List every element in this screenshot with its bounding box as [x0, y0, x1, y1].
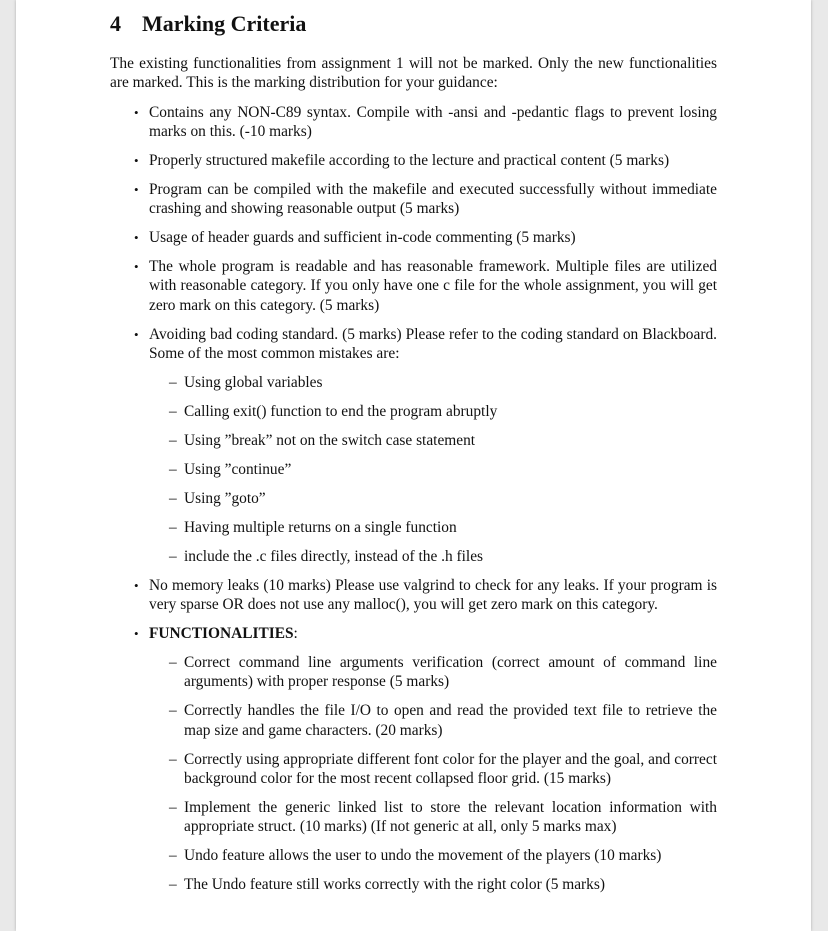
criterion-item — [110, 257, 717, 315]
sub-item — [149, 653, 717, 692]
sub-item — [149, 518, 717, 537]
sub-item — [149, 402, 717, 421]
criterion-text: Contains any NON-C89 syntax. Compile with -ansi and -pedantic flags to prevent losing marks on this. (-10 marks) — [149, 103, 717, 140]
sub-item-text: Implement the generic linked list to store the relevant location information with appropriate struct. (10 marks) (If not generic at all, only 5 marks max) — [184, 798, 717, 836]
sub-item-text: Using ”goto” — [184, 489, 266, 507]
section-title: Marking Criteria — [142, 11, 307, 36]
dash-icon: – — [169, 373, 177, 391]
sub-item — [149, 460, 717, 479]
bullet-icon: • — [134, 626, 139, 642]
bullet-icon: • — [134, 230, 139, 246]
sub-item — [149, 798, 717, 837]
bullet-icon: • — [134, 326, 139, 342]
dash-icon: – — [169, 876, 177, 894]
sub-item-text: include the .c files directly, instead of the .h files — [184, 547, 484, 565]
criterion-item — [110, 103, 717, 142]
document-page — [16, 0, 811, 931]
dash-icon: – — [169, 798, 177, 816]
sub-item-text: Correctly using appropriate different font color for the player and the goal, and correct background color for the most recent collapsed floor grid. (15 marks) — [184, 750, 717, 787]
dash-icon: – — [169, 702, 177, 720]
dash-icon: – — [169, 750, 177, 768]
criterion-text: Usage of header guards and sufficient in-code commenting (5 marks) — [149, 229, 576, 247]
dash-icon: – — [169, 431, 177, 449]
dash-icon: – — [169, 547, 177, 565]
sub-item — [149, 431, 717, 450]
bullet-icon: • — [134, 152, 139, 168]
bullet-icon: • — [134, 577, 139, 593]
criterion-item — [110, 151, 717, 170]
functionalities-label: FUNCTIONALITIES — [149, 625, 294, 643]
bullet-icon: • — [134, 104, 139, 120]
criterion-text: Properly structured makefile according to the lecture and practical content (5 marks) — [149, 151, 670, 169]
dash-icon: – — [169, 654, 177, 672]
bullet-icon: • — [134, 181, 139, 197]
bullet-icon: • — [134, 259, 139, 275]
sub-item-text: Having multiple returns on a single function — [184, 518, 457, 536]
dash-icon: – — [169, 489, 177, 507]
sub-item-text: Using ”continue” — [184, 460, 292, 478]
criterion-text: No memory leaks (10 marks) Please use valgrind to check for any leaks. If your program is very sparse OR does not use any malloc(), you will get zero mark on this category. — [149, 576, 717, 614]
sub-item-text: Calling exit() function to end the program abruptly — [184, 402, 498, 420]
criteria-list — [110, 103, 717, 895]
criterion-item — [110, 180, 717, 219]
intro-paragraph: The existing functionalities from assignment 1 will not be marked. Only the new functionalities are marked. This is the marking distribution for your guidance: — [110, 55, 717, 92]
sub-item — [149, 373, 717, 392]
criterion-item — [110, 228, 717, 247]
sub-item-text: Using ”break” not on the switch case statement — [184, 431, 476, 449]
dash-icon: – — [169, 847, 177, 865]
sub-item — [149, 750, 717, 789]
section-heading — [110, 10, 717, 38]
sub-item-text: Correct command line arguments verification (correct amount of command line arguments) with proper response (5 marks) — [184, 654, 717, 691]
functionalities-suffix: : — [293, 625, 298, 643]
sub-item — [149, 489, 717, 508]
functionalities-list — [149, 653, 717, 894]
page-content — [110, 10, 717, 904]
section-number: 4 — [110, 11, 121, 36]
criterion-text: Avoiding bad coding standard. (5 marks) Please refer to the coding standard on Blackboard. Some of the most common mistakes are: — [149, 325, 717, 362]
sub-item — [149, 701, 717, 740]
sub-item — [149, 547, 717, 566]
dash-icon: – — [169, 460, 177, 478]
dash-icon: – — [169, 402, 177, 420]
coding-mistakes-list — [149, 373, 717, 566]
sub-item-text: Undo feature allows the user to undo the movement of the players (10 marks) — [184, 847, 662, 865]
sub-item — [149, 846, 717, 865]
criterion-memory — [110, 576, 717, 615]
sub-item-text: Using global variables — [184, 373, 323, 391]
sub-item-text: The Undo feature still works correctly with the right color (5 marks) — [184, 876, 605, 894]
sub-item-text: Correctly handles the file I/O to open and read the provided text file to retrieve the map size and game characters. (20 marks) — [184, 702, 717, 739]
criterion-functionalities — [110, 624, 717, 894]
criterion-text: Program can be compiled with the makefile and executed successfully without immediate crashing and showing reasonable output (5 marks) — [149, 180, 717, 218]
criterion-coding-standard — [110, 325, 717, 566]
criterion-text: The whole program is readable and has reasonable framework. Multiple files are utilized with reasonable category. If you only have one c file for the whole assignment, you will get zero mark on this category. (5 marks) — [149, 258, 717, 314]
dash-icon: – — [169, 518, 177, 536]
sub-item — [149, 875, 717, 894]
